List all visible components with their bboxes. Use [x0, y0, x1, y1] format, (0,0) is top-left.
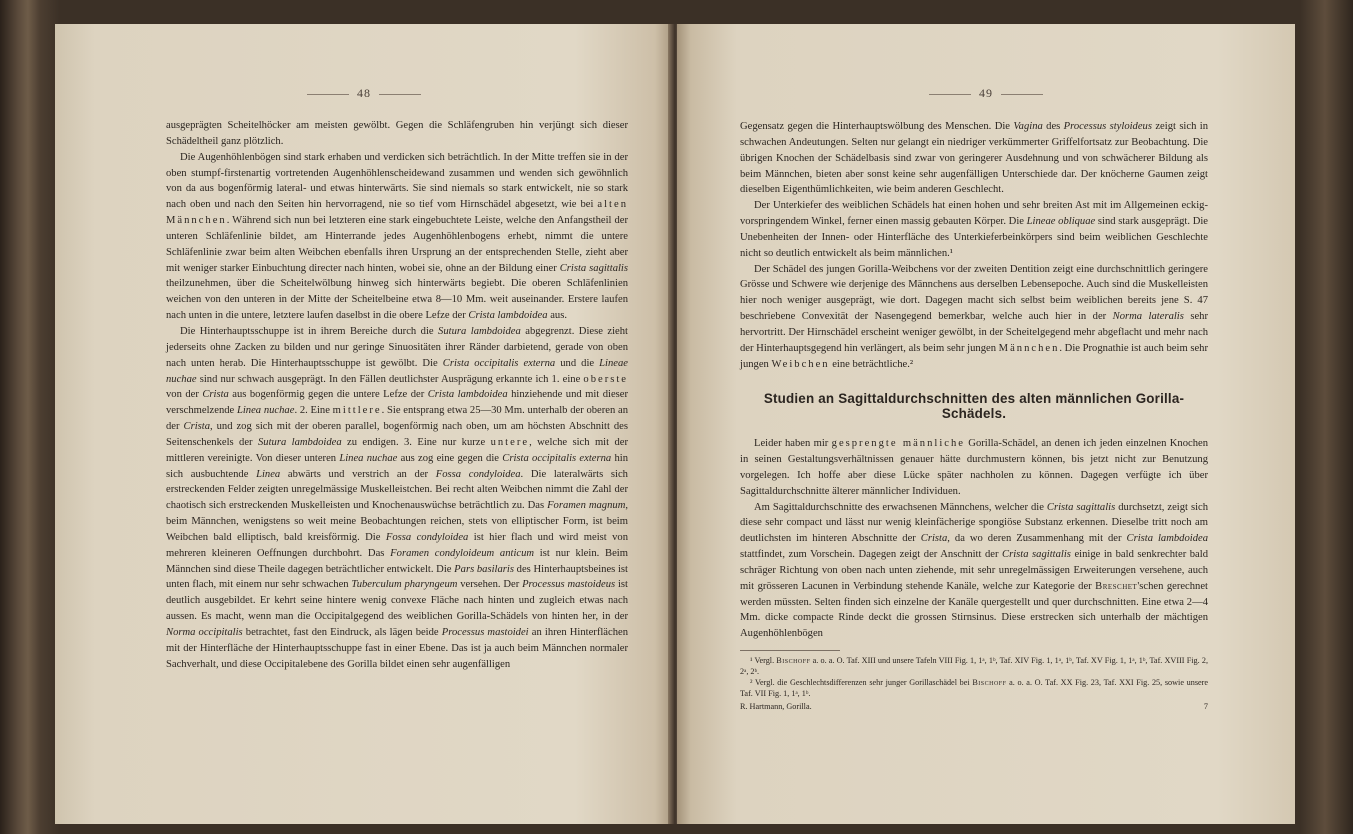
paragraph: Am Sagittaldurchschnitte des erwachsenen Männchens, welcher die Crista sagittalis durchsetzt, zeigt sich diese sehr compact und lässt nur wenig kleinfächerige spongiöse Substanz erkennen. Dieselbe tritt noch am deutlichsten im hinteren Abschnitte der Crista, da wo deren Zusammenhang mit der Crista lambdoidea stattfindet, zum Vorschein. Dagegen zeigt der Anschnitt der Crista sagittalis einige in bald senkrechter bald schräger Richtung von oben nach unten ziehende, mit sehr unregelmässigen Erweiterungen versehene, auch mit grösseren Lacunen in Verbindung stehende Kanäle, welche zur Kategorie der Breschet'schen gerechnet werden müssten. Selten finden sich einzelne der Kanäle quergestellt und quer durchschnitten. Eine etwa 2—4 Mm. dicke compacte Rinde deckt die grossen Stirnsinus. Diese erstrecken sich unterhalb der mächtigen Augenhöhlenbögen [740, 501, 1209, 640]
page-number-right [677, 86, 1295, 101]
signature-line [740, 701, 1208, 713]
page-number-text: 49 [979, 86, 993, 100]
paragraph: Der Schädel des jungen Gorilla-Weibchens vor der zweiten Dentition zeigt eine durchschnittlich geringere Grösse und Schwere wie derjenige des Männchens aus derselben Lebensepoche. Auch sind die Muskelleisten hier noch weniger ausgeprägt, wie dort. Dagegen macht sich selbst beim weiblichen bereits jene S. 47 beschriebene Convexität der Nasengegend bemerkbar, welche auch hier in der Norma lateralis sehr hervortritt. Der Hirnschädel erscheint weniger gewölbt, in der Scheitelgegend mehr abgeflacht und mehr nach der Hinterhauptsgegend hin verlängert, als beim sehr jungen Männchen. Die Prognathie ist auch beim sehr jungen Weibchen eine beträchtliche.² [740, 263, 1208, 370]
signature-author: R. Hartmann, Gorilla. [740, 702, 812, 712]
left-page-text [166, 118, 628, 673]
rule [379, 94, 421, 95]
paragraph: ausgeprägten Scheitelhöcker am meisten gewölbt. Gegen die Schläfengruben hin verjüngt sich dieser Schädeltheil ganz plötzlich. [166, 120, 628, 147]
text-after-heading [740, 436, 1208, 642]
text-before-heading [740, 119, 1208, 373]
footnote: ¹ Vergl. Bischoff a. o. a. O. Taf. XIII und unsere Tafeln VIII Fig. 1, 1ᵃ, 1ᵇ, Taf. XIV Fig. 1, 1ᵃ, 1ᵇ, Taf. XV Fig. 1, 1ᵃ, 1ᵇ, Taf. XVIII Fig. 2, 2ᵃ, 2ᵇ. [740, 656, 1208, 677]
left-page [55, 24, 673, 824]
paragraph: Die Hinterhauptsschuppe ist in ihrem Bereiche durch die Sutura lambdoidea abgegrenzt. Diese zieht jederseits ohne Zacken zu bilden und nur geringe Sinuositäten ihrer Ränder darbietend, gerade von oben nach unten herab. Die Hinterhauptsschuppe ist gewölbt. Die Crista occipitalis externa und die Lineae nuchae sind nur schwach ausgeprägt. In den Fällen deutlichster Ausprägung erkannte ich 1. eine oberste von der Crista aus bogenförmig gegen die untere Lefze der Crista lambdoidea hinziehende und mit dieser verschmelzende Linea nuchae. 2. Eine mittlere. Sie entsprang etwa 25—30 Mm. unterhalb der oberen an der Crista, und zog sich mit der oberen parallel, bogenförmig nach oben, um am höchsten Abschnitt des Seitenschenkels der Sutura lambdoidea zu endigen. 3. Eine nur kurze untere, welche sich mit der mittleren vereinigte. Von dieser unteren Linea nuchae aus zog eine gegen die Crista occipitalis externa hin sich ausbuchtende Linea abwärts und verstrich an der Fossa condyloidea. Die lateralwärts sich erstreckenden Felder zeigten unregelmässige Muskelleistchen. Bei recht alten Weibchen nimmt die Zahl der chaotisch sich erstreckenden Muskelleisten und Knochenauswüchse beträchtlich zu. Das Foramen magnum, beim Männchen, wenigstens so weit meine Beobachtungen reichen, stets von elliptischer Form, ist beim Weibchen bald elliptisch, bald kreisförmig. Die Fossa condyloidea ist hier flach und wird meist von mehreren kleineren Oeffnungen durchbohrt. Das Foramen condyloideum anticum ist nur klein. Beim Männchen sind diese Theile dagegen beträchtlicher entwickelt. Die Pars basilaris des Hinterhauptsbeines ist unten flach, mit einem nur sehr schwachen Tuberculum pharyngeum versehen. Der Processus mastoideus ist deutlich ausgebildet. Er kehrt seine hintere wenig convexe Fläche nach hinten und zugleich etwas nach aussen. Es macht, wenn man die Occipitalgegend des weiblichen Gorilla-Schädels von hinten her, in der Norma occipitalis betrachtet, fast den Eindruck, als lägen beide Processus mastoidei an ihren Hinterflächen mit der Hinterfläche der Hinterhauptsschuppe fast in einer Ebene. Das ist ja auch beim Männchen normaler Sachverhalt, und diese Occipitalebene des Gorilla bildet einen sehr augenfälligen [166, 325, 629, 670]
right-page [677, 24, 1295, 824]
paragraph: Der Unterkiefer des weiblichen Schädels hat einen hohen und sehr breiten Ast mit im Allgemeinen eckig-vorspringendem Winkel, ferner einen massig gebauten Körper. Die Lineae obliquae sind stark ausgeprägt. Die Unebenheiten der Innen- oder Hinterfläche des Unterkieferbeinkörpers sind beim weiblichen Geschlechte nicht so deutlich entwickelt als beim männlichen.¹ [740, 200, 1208, 259]
signature-number: 7 [1203, 702, 1208, 712]
paragraph: Leider haben mir gesprengte männliche Gorilla-Schädel, an denen ich jeden einzelnen Knochen in seinen Gestaltungsverhältnissen genauer hätte durchmustern können, bis jetzt nicht zur Benutzung vorgelegen. Ich hoffe aber diese Lücke später nachholen zu können. Dagegen verfügte ich über Sagittaldurchschnitte älterer männlicher Individuen. [740, 438, 1208, 497]
section-heading: Studien an Sagittaldurchschnitten des alten männlichen Gorilla-Schädels. [763, 390, 1185, 422]
page-number-left [55, 86, 673, 101]
rule [307, 94, 349, 95]
paragraph: Gegensatz gegen die Hinterhauptswölbung des Menschen. Die Vagina des Processus styloideus zeigt sich in schwachen Andeutungen. Selten nur gelangt ein niedriger verkümmerter Griffelfortsatz zur Beobachtung. Die übrigen Knochen der Schädelbasis sind zwar von geringerer Ausdehnung und von schwächerer Bildung als beim Männchen, bieten aber sonst keine sehr augenfälligen Unterschiede dar. Der knöcherne Gaumen zeigt dieselben Eigenthümlichkeiten, wie beim anderen Geschlecht. [740, 121, 1208, 196]
rule [929, 94, 971, 95]
right-page-text [740, 119, 1208, 713]
rule [1001, 94, 1043, 95]
paragraph: Die Augenhöhlenbögen sind stark erhaben und verdicken sich beträchtlich. In der Mitte treffen sie in der oben stumpf-firstenartig vortretenden Augenhöhlenscheidewand zusammen und wenden sich gewöhnlich von da aus bogenförmig lateral- und etwas hinterwärts. Sie sind niemals so stark entwickelt, nie so stark nach oben und nach den Seiten hin hervorragend, nie so tief vom Hirnschädel abgesetzt, wie bei alten Männchen. Während sich nun bei letzteren eine stark eingebuchtete Leiste, welche den Anfangstheil der unteren Schläfenlinie bildet, am Hinterrande jedes Augenhöhlenbogens erhebt, nimmt die untere Schläfenlinie zwar beim alten Weibchen ebenfalls ihren Ursprung an der entsprechenden Stelle, zieht aber mit weniger starker Einbuchtung directer nach hinten, wobei sie, ohne an der Bildung einer Crista sagittalis theilzunehmen, über die Scheitelwölbung hinweg sich hinterwärts begiebt. Die oberen Schläfenlinien weichen von den unteren in der Mitte der Scheitelbeine etwa 8—10 Mm. weit auseinander. Erstere laufen nach unten in die untere, letztere laufen daselbst in die obere Lefze der Crista lambdoidea aus. [166, 151, 628, 322]
footnotes [740, 655, 1208, 699]
page-number-text: 48 [357, 86, 371, 100]
footnote-rule [740, 650, 840, 651]
footnote: ² Vergl. die Geschlechtsdifferenzen sehr junger Gorillaschädel bei Bischoff a. o. a. O. Taf. XX Fig. 23, Taf. XXI Fig. 25, sowie unsere Taf. VII Fig. 1, 1ᵃ, 1ᵇ. [740, 678, 1208, 699]
